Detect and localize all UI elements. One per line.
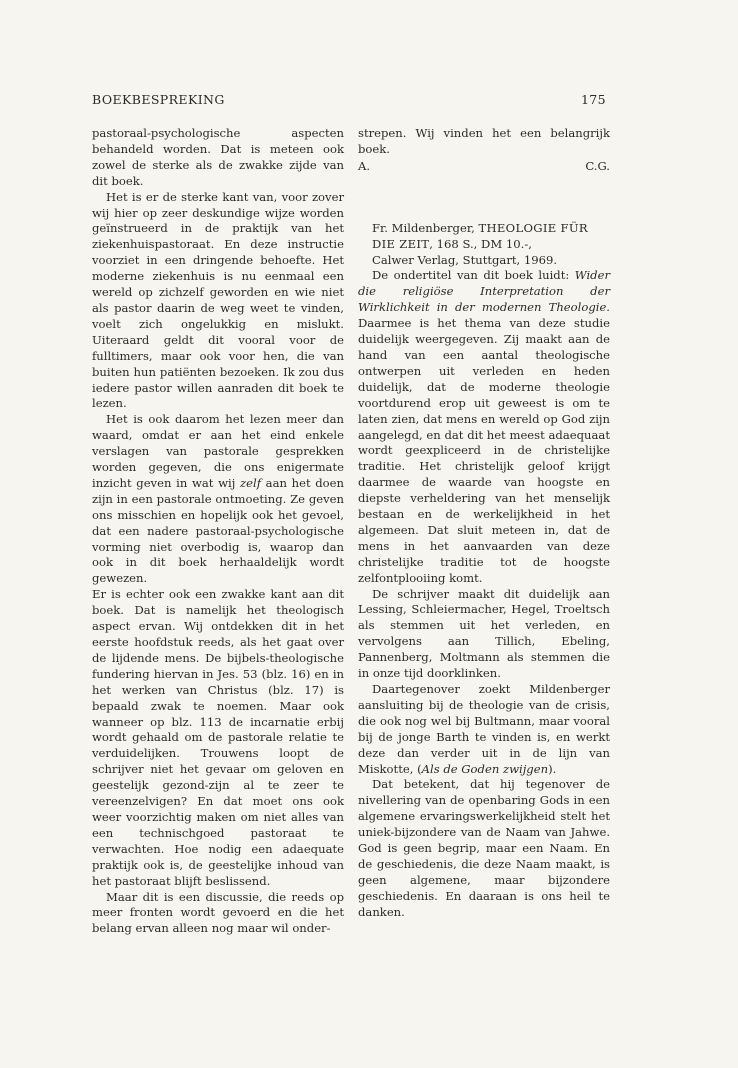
- review-heading: [358, 221, 610, 269]
- review-details: , 168 S., DM 10.-,: [429, 236, 532, 251]
- left-paragraph-1: pastoraal-psychologische aspecten behandeld worden. Dat is meteen ook zowel de sterke als de zwakke zijde van dit boek.: [92, 126, 344, 188]
- left-paragraph-5: Maar dit is een discussie, die reeds op meer fronten wordt gevoerd en die het belang ervan alleen nog maar wil onder-: [92, 889, 344, 936]
- right-paragraph-4: [358, 682, 610, 777]
- right-paragraph-5: Dat betekent, dat hij tegenover de nivellering van de openbaring Gods in een algemene ervaringswerkelijkheid stelt het uniek-bijzondere van de Naam van Jahwe. God is geen begrip, maar een Naam. En de geschiedenis, die deze Naam maakt, is geen algemene, maar bijzondere geschiedenis. En daaraan is ons heil te danken.: [358, 777, 610, 919]
- right-p2-text-b: Daarmee is het thema van deze studie duidelijk weergegeven. Zij maakt aan de hand van een aantal theologische ontwerpen uit verleden en heden duidelijk, dat de moderne theologie voortdurend erop uit geweest is om te laten zien, dat mens en wereld op God zijn aangelegd, en dat dit het meest adaequaat wordt geexpliceerd in de christelijke traditie. Het christelijk geloof krijgt daarmee de waarde van hoogste en diepste verheldering van het menselijk bestaan en de werkelijkheid in het algemeen. Dat sluit meteen in, dat de mens in het aanvaarden van deze christelijke traditie tot de hoogste zelfontplooiing komt.: [358, 316, 610, 585]
- signature-line: [358, 159, 610, 175]
- left-column: [92, 126, 344, 937]
- right-paragraph-3: De schrijver maakt dit duidelijk aan Lessing, Schleiermacher, Hegel, Troeltsch als stemmen uit het verleden, en vervolgens aan Tillich, Ebeling, Pannenberg, Moltmann als stemmen die in onze tijd doorklinken.: [358, 586, 610, 681]
- running-header: [92, 92, 606, 107]
- review-author: Fr. Mildenberger,: [372, 220, 479, 235]
- left-paragraph-2: Het is er de sterke kant van, voor zover wij hier op zeer deskundige wijze worden geïnstrueerd in de praktijk van het ziekenhuispastoraat. En deze instructie voorziet in een dringende behoefte. Het moderne ziekenhuis is nu eenmaal een wereld op zichzelf geworden en wie niet als pastor daarin de weg weet te vinden, voelt zich ongelukkig en mislukt. Uiteraard geldt dit vooral voor de fulltimers, maar ook voor hen, die van buiten hun patiënten bezoeken. Ik zou dus iedere pastor willen aanraden dit boek te lezen.: [92, 189, 344, 411]
- left-p3-text-a: Het is ook daarom het lezen meer dan waard, omdat er aan het eind enkele verslagen van pastorale gesprekken worden gegeven, die ons enigermate inzicht geven in wat wij: [92, 412, 344, 490]
- right-paragraph-2: [358, 268, 610, 586]
- right-p4-text-a: Daartegenover zoekt Mildenberger aansluiting bij de theologie van de crisis, die ook nog wel bij Bultmann, maar vooral bij de jonge Barth te vinden is, en werkt deze dan verder uit in de lijn van Miskotte, (: [358, 682, 610, 776]
- review-title: THEOLOGIE FÜR DIE ZEIT: [372, 220, 588, 251]
- left-paragraph-4: Er is echter ook een zwakke kant aan dit boek. Dat is namelijk het theologisch aspect ervan. Wij ontdekken dit in het eerste hoofdstuk reeds, als het gaat over de lijdende mens. De bijbels-theologische fundering hiervan in Jes. 53 (blz. 16) en in het werken van Christus (blz. 17) is bepaald zwak te noemen. Maar ook wanneer op blz. 113 de incarnatie erbij wordt gehaald om de pastorale relatie te verduidelijken. Trouwens loopt de schrijver niet het gevaar om geloven en geestelijk gezond-zijn al te zeer te vereenzelvigen? En dat moet ons ook weer voorzichtig maken om niet alles van een technischgoed pastoraat te verwachten. Hoe nodig een adaequate praktijk ook is, de geestelijke inhoud van het pastoraat blijft beslissend.: [92, 587, 344, 888]
- right-p2-text-a: De ondertitel van dit boek luidt:: [372, 268, 575, 283]
- left-paragraph-3: [92, 412, 344, 587]
- signature-right: C.G.: [585, 158, 610, 173]
- right-paragraph-1: strepen. Wij vinden het een belangrijk boek.: [358, 126, 610, 156]
- right-p2-subtitle: Wider die religiöse Interpretation der Wirklichkeit in der modernen Theologie.: [358, 268, 610, 315]
- section-title: BOEKBESPREKING: [92, 92, 225, 107]
- left-p3-text-b: aan het doen zijn in een pastorale ontmoeting. Ze geven ons misschien en hopelijk ook het gevoel, dat een nadere pastoraal-psychologische vorming niet overbodig is, waarop dan ook in dit boek herhaaldelijk wordt gewezen.: [92, 475, 344, 586]
- right-p4-text-b: ).: [548, 761, 557, 776]
- right-p4-book-title: Als de Goden zwijgen: [421, 761, 549, 776]
- right-column: [358, 126, 610, 921]
- signature-left: A.: [358, 158, 371, 173]
- page-number: 175: [580, 92, 606, 107]
- left-p3-emphasis: zelf: [240, 475, 261, 490]
- review-publisher: Calwer Verlag, Stuttgart, 1969.: [372, 252, 558, 267]
